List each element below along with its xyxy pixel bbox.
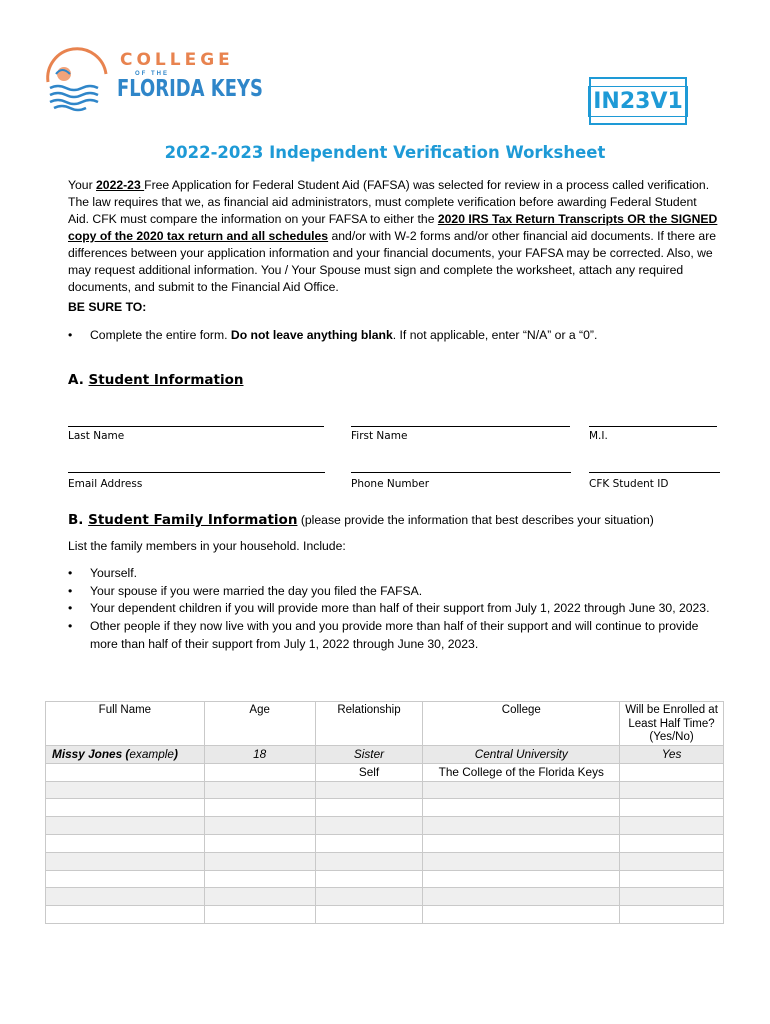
- table-cell[interactable]: [315, 888, 423, 906]
- table-cell[interactable]: [423, 834, 620, 852]
- table-cell[interactable]: [423, 817, 620, 835]
- table-cell[interactable]: [423, 888, 620, 906]
- email-label: Email Address: [68, 478, 143, 490]
- bullet-icon: •: [68, 566, 73, 580]
- be-sure-text-1: Complete the entire form.: [90, 328, 231, 342]
- example-name-text: Missy Jones (: [52, 747, 130, 761]
- self-college-cell: The College of the Florida Keys: [423, 763, 620, 781]
- table-row: [46, 781, 724, 799]
- form-code: IN23V1: [588, 86, 688, 117]
- table-cell[interactable]: [204, 906, 315, 924]
- list-item: [68, 565, 728, 583]
- last-name-field[interactable]: [68, 426, 324, 427]
- list-item: [68, 618, 728, 653]
- table-cell[interactable]: [620, 852, 724, 870]
- section-a-title: Student Information: [88, 372, 244, 388]
- section-b-note: (please provide the information that best describes your situation): [297, 513, 654, 527]
- table-cell[interactable]: [315, 817, 423, 835]
- intro-paragraph: [68, 177, 718, 296]
- table-cell[interactable]: [204, 834, 315, 852]
- mi-field[interactable]: [589, 426, 717, 427]
- table-cell[interactable]: [423, 870, 620, 888]
- header-enrolled: Will be Enrolled at Least Half Time? (Yes/No): [620, 702, 724, 746]
- intro-text-2: Free Application for Federal Student Aid (FAFSA) was selected for review in a process called verification. The law requires that we, as financial aid administrators, must complete verification before awarding Federal Student Aid. CFK must compare the information on your FAFSA to either the: [68, 178, 710, 226]
- example-name-note: example: [129, 747, 174, 761]
- table-cell[interactable]: [315, 799, 423, 817]
- intro-text-1: Your: [68, 178, 97, 192]
- table-cell[interactable]: [46, 870, 205, 888]
- logo-text-florida-keys: FLORIDA KEYS: [117, 76, 263, 102]
- table-row: [46, 870, 724, 888]
- table-cell[interactable]: [46, 799, 205, 817]
- bullet-icon: •: [68, 619, 73, 634]
- logo-text-of-the: OF THE: [135, 71, 169, 77]
- table-row: [46, 817, 724, 835]
- table-cell[interactable]: [46, 888, 205, 906]
- family-member-list: [68, 565, 728, 654]
- mi-label: M.I.: [589, 430, 608, 442]
- family-table: [45, 701, 724, 924]
- table-cell[interactable]: [620, 817, 724, 835]
- header-college: College: [423, 702, 620, 746]
- cfk-id-field[interactable]: [589, 472, 720, 473]
- table-row: [46, 852, 724, 870]
- example-college: Central University: [423, 746, 620, 764]
- bullet-icon: •: [68, 601, 73, 616]
- be-sure-heading: BE SURE TO:: [68, 300, 147, 314]
- table-row-self: [46, 763, 724, 781]
- self-enrolled-cell[interactable]: [620, 763, 724, 781]
- table-cell[interactable]: [423, 906, 620, 924]
- be-sure-text-bold: Do not leave anything blank: [230, 328, 393, 342]
- table-cell[interactable]: [315, 852, 423, 870]
- table-cell[interactable]: [46, 852, 205, 870]
- section-b-title: Student Family Information: [88, 512, 298, 528]
- example-relationship: Sister: [315, 746, 423, 764]
- logo-text-college: COLLEGE: [120, 50, 234, 70]
- table-cell[interactable]: [315, 870, 423, 888]
- cfk-id-label: CFK Student ID: [589, 478, 669, 490]
- table-cell[interactable]: [620, 834, 724, 852]
- table-cell[interactable]: [46, 781, 205, 799]
- list-item-text: Yourself.: [90, 566, 137, 580]
- intro-year: 2022-23: [96, 178, 145, 192]
- header-full-name: Full Name: [46, 702, 205, 746]
- table-cell[interactable]: [620, 888, 724, 906]
- example-enrolled: Yes: [620, 746, 724, 764]
- table-cell[interactable]: [620, 906, 724, 924]
- header-age: Age: [204, 702, 315, 746]
- be-sure-text-2: . If not applicable, enter “N/A” or a “0”.: [392, 328, 598, 342]
- phone-label: Phone Number: [351, 478, 430, 490]
- example-age: 18: [204, 746, 315, 764]
- table-cell[interactable]: [315, 781, 423, 799]
- form-code-box: [589, 77, 687, 125]
- table-row: [46, 799, 724, 817]
- example-name-close: ): [173, 747, 178, 761]
- table-cell[interactable]: [620, 799, 724, 817]
- self-age-cell[interactable]: [204, 763, 315, 781]
- section-b-heading: [68, 512, 654, 528]
- table-row: [46, 906, 724, 924]
- table-cell[interactable]: [315, 906, 423, 924]
- list-item-text: Your spouse if you were married the day you filed the FAFSA.: [90, 583, 423, 598]
- table-cell[interactable]: [46, 834, 205, 852]
- first-name-field[interactable]: [351, 426, 570, 427]
- bullet-icon: •: [68, 328, 73, 342]
- table-cell[interactable]: [620, 781, 724, 799]
- table-cell[interactable]: [204, 781, 315, 799]
- section-a-letter: A.: [68, 372, 89, 388]
- list-item: [68, 600, 728, 618]
- table-cell[interactable]: [423, 852, 620, 870]
- example-name: [46, 746, 205, 764]
- table-cell[interactable]: [315, 834, 423, 852]
- table-cell[interactable]: [204, 888, 315, 906]
- section-b-letter: B.: [68, 512, 89, 528]
- self-name-cell[interactable]: [46, 763, 205, 781]
- table-cell[interactable]: [46, 906, 205, 924]
- table-cell[interactable]: [620, 870, 724, 888]
- table-row: [46, 888, 724, 906]
- table-cell[interactable]: [204, 817, 315, 835]
- table-header-row: [46, 702, 724, 746]
- table-cell[interactable]: [204, 852, 315, 870]
- last-name-label: Last Name: [68, 430, 125, 442]
- section-a-heading: [68, 372, 244, 388]
- header-relationship: Relationship: [315, 702, 423, 746]
- email-field[interactable]: [68, 472, 325, 473]
- table-cell[interactable]: [423, 799, 620, 817]
- bullet-icon: •: [68, 583, 73, 598]
- list-item-text: Other people if they now live with you and you provide more than half of their support and will continue to provide more than half of their support from July 1, 2022 through June 30, 2023.: [90, 619, 699, 651]
- table-row-example: [46, 746, 724, 764]
- intro-text-3: and/or with W-2 forms and/or other financial aid documents. If there are differences between your application information and your financial documents, your FAFSA may be corrected. Also, we may request additional information. You / Your Spouse must sign and complete the worksheet, attach any required documents, and submit to the Financial Aid Office.: [68, 229, 717, 294]
- table-cell[interactable]: [423, 781, 620, 799]
- list-item: [68, 583, 728, 601]
- blank-rows: [46, 781, 724, 923]
- table-cell[interactable]: [46, 817, 205, 835]
- table-cell[interactable]: [204, 799, 315, 817]
- intro-irs-requirement: 2020 IRS Tax Return Transcripts OR the SIGNED copy of the 2020 tax return and all schedules: [68, 212, 718, 243]
- table-row: [46, 834, 724, 852]
- first-name-label: First Name: [351, 430, 408, 442]
- self-relationship-cell: Self: [315, 763, 423, 781]
- family-list-lead: List the family members in your household. Include:: [68, 539, 346, 553]
- table-cell[interactable]: [204, 870, 315, 888]
- phone-field[interactable]: [351, 472, 571, 473]
- page-title: 2022-2023 Independent Verification Worksheet: [164, 143, 606, 162]
- list-item-text: Your dependent children if you will provide more than half of their support from July 1, 2022 through June 30, 2023.: [90, 601, 710, 616]
